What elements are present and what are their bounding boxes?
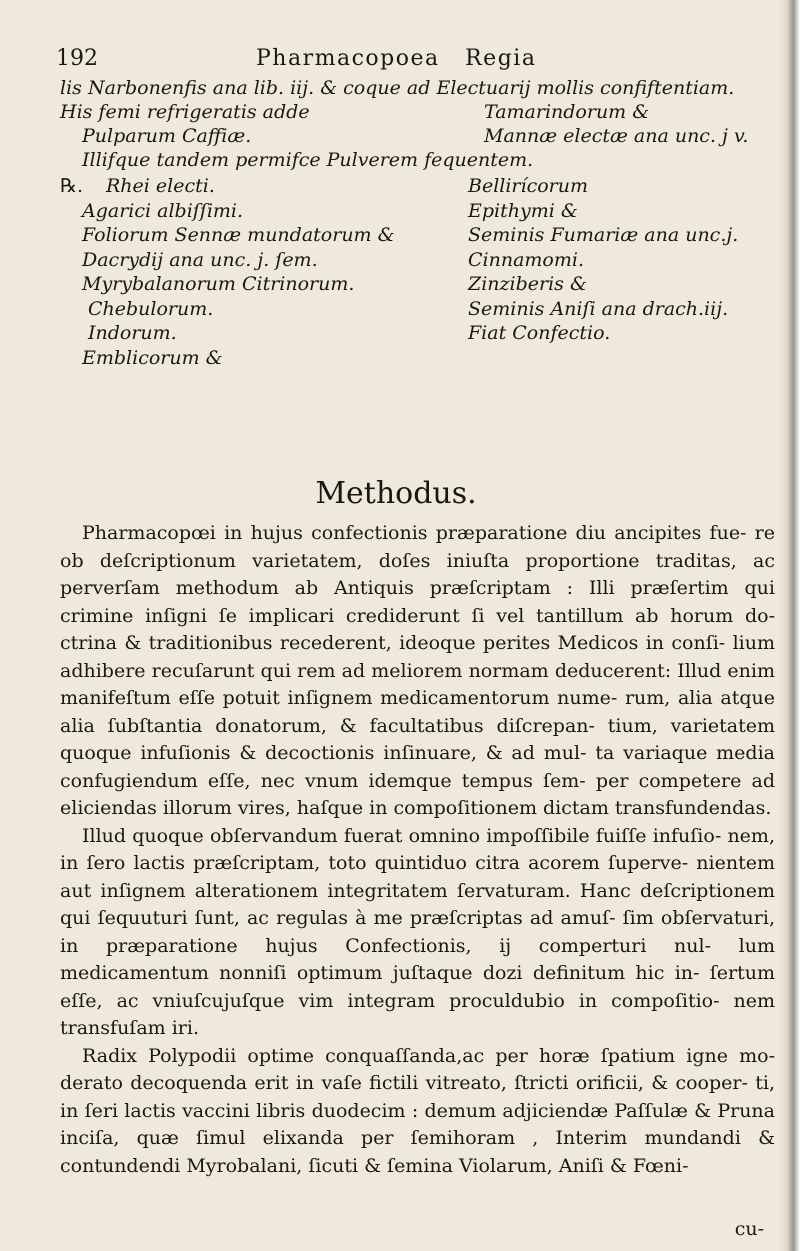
ingredient-item: Dacrydij ana unc. j. ſem. — [82, 248, 318, 271]
ingredient-item: Seminis Fumariæ ana unc.j. — [468, 224, 739, 246]
ingredient-item: Agarici albiſſimi. — [82, 199, 244, 222]
ingredient-item: Myrybalanorum Citrinorum. — [82, 273, 355, 295]
rx-symbol: ℞. — [60, 175, 84, 197]
recipe-line — [60, 101, 760, 125]
ingredient-item: Fiat Confectio. — [468, 322, 611, 344]
running-title — [256, 46, 536, 71]
ingredients-right-column — [468, 174, 788, 346]
paragraph: Radix Polypodii optime conquaſſanda,ac per horæ ſpatium igne mo- derato decoquenda erit in vaſe fictili vitreato, ſtricti orificii, & cooper- ti, in ſeri lactis vaccini libris duodecim : demum adjiciendæ Paſſulæ & Pruna inciſa, quæ ſimul elixanda per ſemihoram , Interim mundandi & contundendi Myrobalani, ſicuti & ſemina Violarum, Aniſi & Fœni- — [60, 1044, 775, 1177]
section-heading-text: Methodus. — [315, 476, 477, 511]
ingredient-item: Seminis Aniſi ana drach.iij. — [468, 297, 729, 320]
ingredient-item: Rhei electi. — [106, 175, 215, 197]
paragraph: Pharmacopœi in hujus confectionis præparatione diu ancipites fue- re ob deſcriptionum varietatem, doſes iniuſta proportione traditas, ac perverſam methodum ab Antiquis præſcriptam : Illi præſertim qui crimine inſigni ſe implicari crediderunt ſi vel tantillum ab horum do- ctrina & traditionibus recederent, ideoque perites Medicos in conſi- lium adhibere recuſarunt qui rem ad meliorem normam deducerent: Illud enim manifeſtum eſſe potuit inſignem medicamentorum nume- rum, alia atque alia ſubſtantia donatorum, & facultatibus diſcrepan- tium, varietatem quoque infuſionis & decoctionis inſinuare, & ad mul- ta variaque media confugiendum eſſe, nec vnum idemque tempus ſem- per competere ad eliciendas illorum vires, haſque in compoſitionem dictam transfundendas. — [60, 522, 775, 819]
paragraph: Illud quoque obſervandum fuerat omnino impoſſibile fuiſſe infuſio- nem, in ſero lactis præſcriptam, toto quintiduo citra acorem ſuperve- nientem aut inſignem alterationem integritatem ſervaturam. Hanc deſcriptionem qui ſequuturi ſunt, ac regulas à me præſcriptas ad amuſ- ſim obſervaturi, in præparatione hujus Confectionis, ij comperturi nul- lum medicamentum nonniſi optimum juſtaque dozi definitum hic in- ſertum eſſe, ac vniuſcujuſque vim integram proculdubio in compoſitio- nem transfuſam iri. — [60, 824, 775, 1039]
recipe-line — [60, 125, 760, 149]
page-number: 192 — [56, 46, 98, 71]
ingredient-item: Foliorum Sennæ mundatorum & — [82, 224, 395, 246]
recipe-line-text: Illifque tandem permifce Pulverem fequentem. — [82, 149, 534, 171]
ingredient-item: Zinziberis & — [468, 273, 587, 295]
recipe-line — [60, 77, 760, 101]
recipe-line-text: His femi refrigeratis adde — [60, 101, 310, 123]
recipe-block — [60, 77, 760, 173]
ingredient-item: Emblicorum & — [82, 346, 223, 369]
ingredient-item: Cinnamomi. — [468, 248, 585, 271]
section-heading — [0, 476, 800, 511]
recipe-line-text: Pulparum Caffiæ. — [82, 125, 252, 147]
ingredient-item: Bellirícorum — [468, 175, 589, 197]
recipe-line — [60, 149, 760, 173]
recipe-line-right: Mannæ electæ ana unc. j v. — [484, 125, 749, 147]
ingredient-item: Epithymi & — [468, 199, 578, 222]
recipe-line-text: lis Narbonenfis ana lib. iij. & coque ad Electuarij mollis confiftentiam. — [60, 77, 735, 99]
recipe-line-right: Tamarindorum & — [484, 101, 650, 123]
body-text — [60, 520, 775, 1180]
running-title-second: Regia — [465, 46, 537, 71]
running-title-first: Pharmacopoea — [256, 46, 440, 71]
page-header — [56, 46, 760, 76]
ingredients-left-column — [82, 174, 442, 370]
catchword: cu- — [734, 1218, 764, 1240]
ingredient-item: Chebulorum. — [88, 297, 214, 320]
ingredient-item: Indorum. — [88, 322, 177, 344]
